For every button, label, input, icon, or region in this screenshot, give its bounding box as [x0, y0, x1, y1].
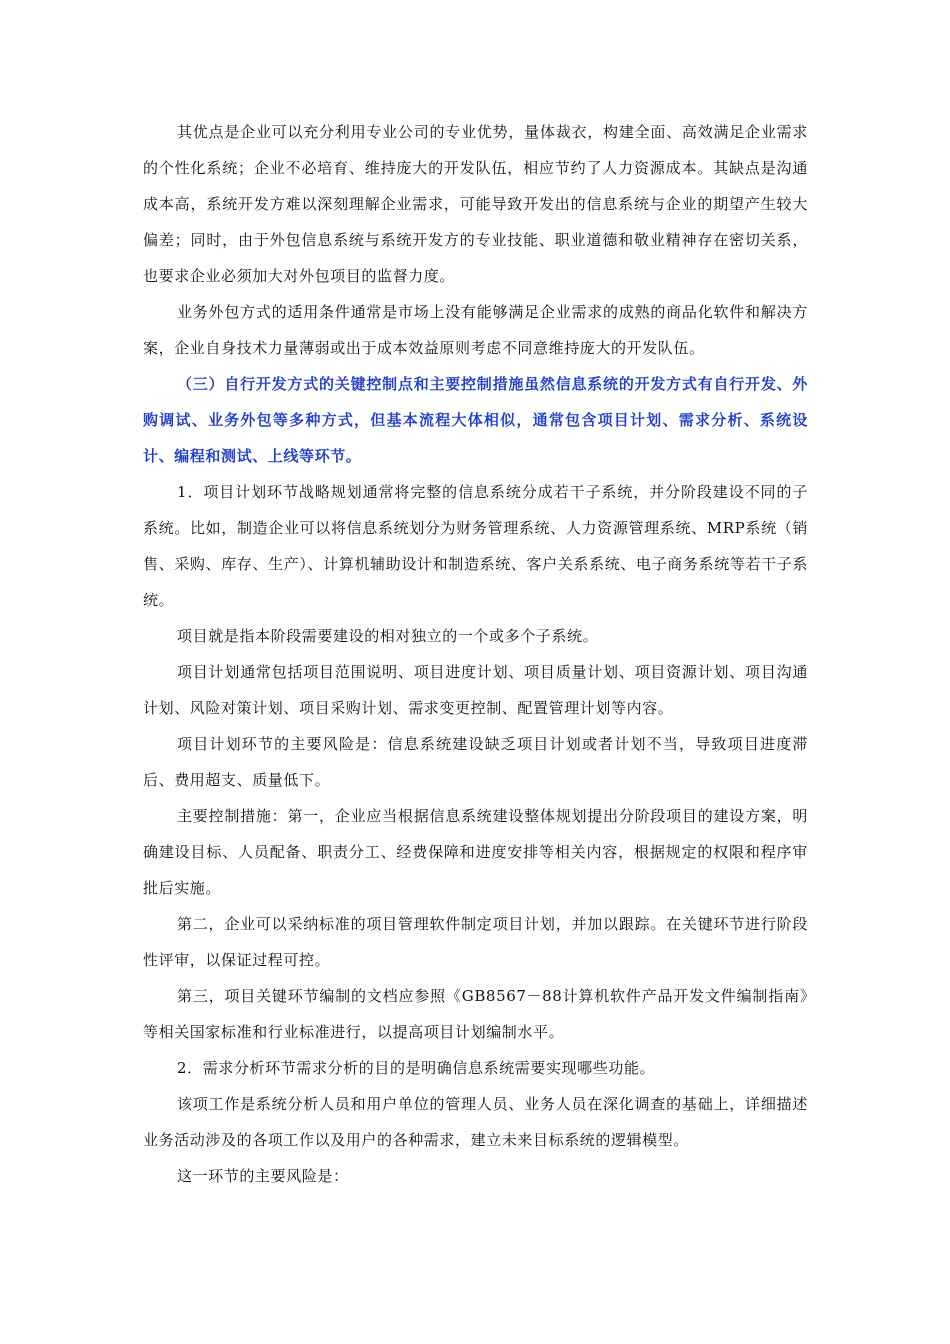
paragraph-project-plan-contents: 项目计划通常包括项目范围说明、项目进度计划、项目质量计划、项目资源计划、项目沟通计划、风险对策计划、项目采购计划、需求变更控制、配置管理计划等内容。	[143, 663, 808, 717]
paragraph-control-measure-3: 第三，项目关键环节编制的文档应参照《GB8567－88计算机软件产品开发文件编制指南》等相关国家标准和行业标准进行，以提高项目计划编制水平。	[143, 987, 808, 1041]
paragraph-planning-risk: 项目计划环节的主要风险是：信息系统建设缺乏项目计划或者计划不当，导致项目进度滞后、费用超支、质量低下。	[143, 735, 808, 789]
paragraph-outsourcing-conditions: 业务外包方式的适用条件通常是市场上没有能够满足企业需求的成熟的商品化软件和解决方案，企业自身技术力量薄弱或出于成本效益原则考虑不同意维持庞大的开发队伍。	[143, 303, 808, 357]
paragraph-project-definition: 项目就是指本阶段需要建设的相对独立的一个或多个子系统。	[177, 627, 599, 645]
section-heading-self-development: （三）自行开发方式的关键控制点和主要控制措施虽然信息系统的开发方式有自行开发、外购调试、业务外包等多种方式，但基本流程大体相似，通常包含项目计划、需求分析、系统设计、编程和测试、上线等环节。	[143, 375, 808, 465]
paragraph-requirements-work: 该项工作是系统分析人员和用户单位的管理人员、业务人员在深化调查的基础上，详细描述业务活动涉及的各项工作以及用户的各种需求，建立未来目标系统的逻辑模型。	[143, 1095, 808, 1149]
paragraph-control-measure-1: 主要控制措施：第一，企业应当根据信息系统建设整体规划提出分阶段项目的建设方案，明确建设目标、人员配备、职责分工、经费保障和进度安排等相关内容，根据规定的权限和程序审批后实施。	[143, 807, 808, 897]
paragraph-control-measure-2: 第二，企业可以采纳标准的项目管理软件制定项目计划，并加以跟踪。在关键环节进行阶段性评审，以保证过程可控。	[143, 915, 808, 969]
paragraph-requirements-analysis: 2．需求分析环节需求分析的目的是明确信息系统需要实现哪些功能。	[177, 1059, 656, 1077]
paragraph-outsourcing-pros-cons: 其优点是企业可以充分利用专业公司的专业优势，量体裁衣，构建全面、高效满足企业需求的个性化系统；企业不必培育、维持庞大的开发队伍，相应节约了人力资源成本。其缺点是沟通成本高，系统开发方难以深刻理解企业需求，可能导致开发出的信息系统与企业的期望产生较大偏差；同时，由于外包信息系统与系统开发方的专业技能、职业道德和敬业精神存在密切关系，也要求企业必须加大对外包项目的监督力度。	[143, 123, 808, 285]
document-body	[143, 114, 808, 1194]
paragraph-project-planning: 1．项目计划环节战略规划通常将完整的信息系统分成若干子系统，并分阶段建设不同的子系统。比如，制造企业可以将信息系统划分为财务管理系统、人力资源管理系统、MRP系统（销售、采购、库存、生产）、计算机辅助设计和制造系统、客户关系系统、电子商务系统等若干子系统。	[143, 483, 808, 609]
paragraph-requirements-risk: 这一环节的主要风险是：	[177, 1167, 349, 1185]
